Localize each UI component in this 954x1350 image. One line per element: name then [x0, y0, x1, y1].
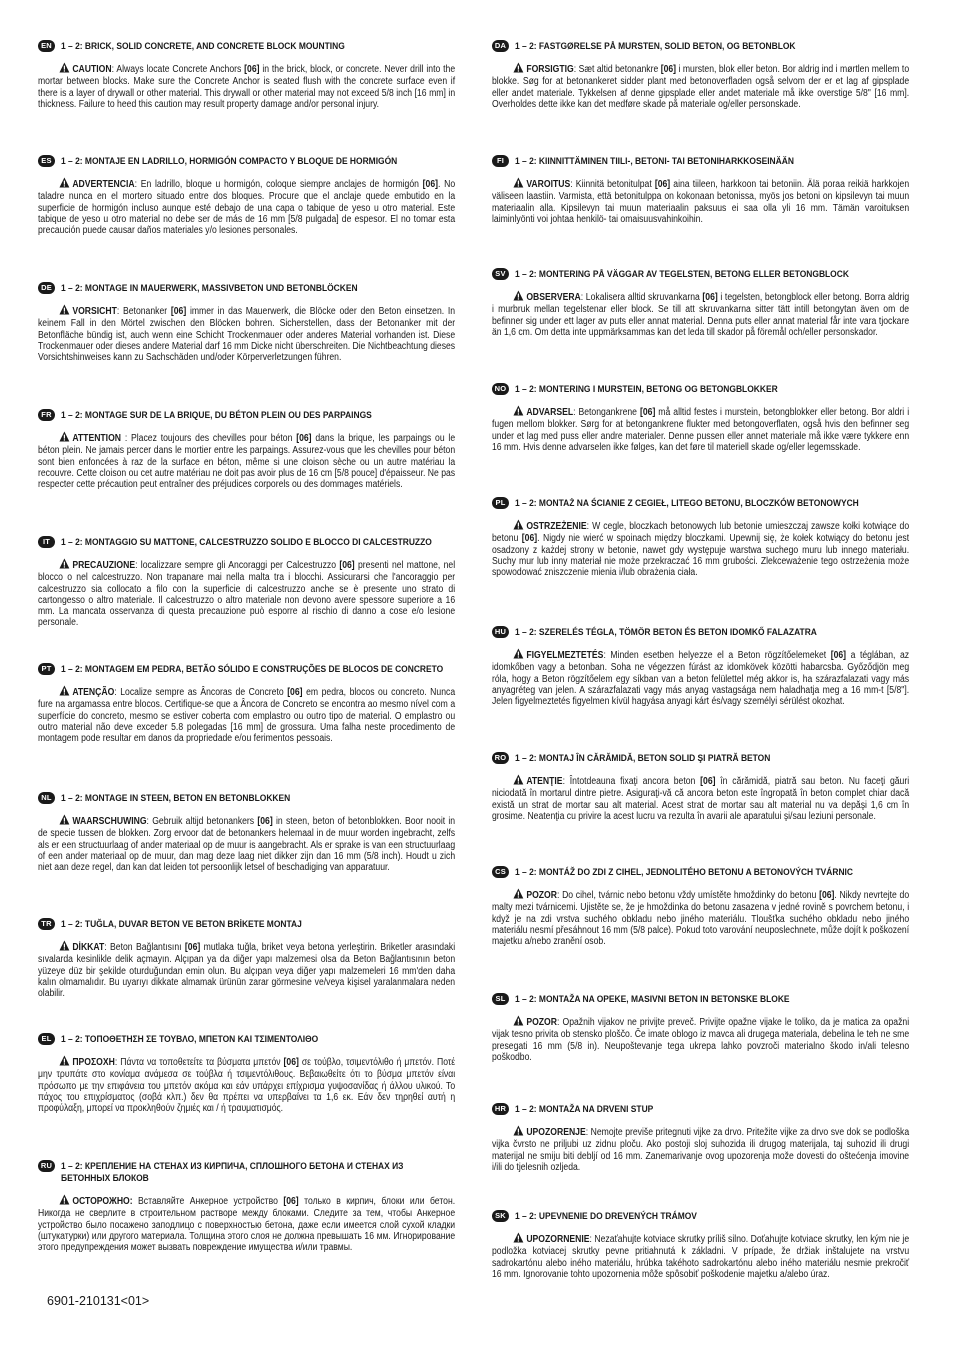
warning-triangle-icon: [513, 405, 524, 419]
section-nl: [38, 792, 455, 873]
language-badge: NO: [492, 383, 509, 395]
warning-text: : localizzare sempre gli Ancoraggi per Calcestruzzo: [135, 560, 340, 571]
language-badge: DA: [492, 40, 509, 52]
warning-text: : Kiinnitä betonitulpat: [570, 179, 655, 190]
language-badge: FR: [38, 409, 55, 421]
section-heading: [492, 40, 909, 52]
warning-triangle-icon: [59, 1055, 70, 1069]
warning-keyword: VAROITUS: [526, 179, 571, 190]
section-title: 1 – 2: ΤΟΠΟΘΕΤΗΣΗ ΣΕ ΤΟΥΒΛΟ, ΜΠΕΤΟΝ ΚΑΙ ΤΣΙΜΕΝΤΟΛΙΘΟ: [61, 1033, 319, 1044]
warning-triangle-icon: [513, 1015, 524, 1029]
warning-text-continued: σε τούβλο, τσιμεντόλιθο ή μπετόν. Ποτέ μην τρυπάτε στο κονίαμα ανάμεσα σε τούβλα ή τσιμεντόλιθους. Βεβαιωθείτε ότι το βύσμα μπετόν είναι πρόσωπο με την επιφάνεια του μπετόν ακόμα και εάν υπάρχει επίχρισμα γυψοσανίδας ή άλλου υλικού. Το πάχος του επιχρίσματος (σοβά κλπ.) δεν θα πρέπει να υπερβαίνει τα 1,6 εκ. Εάν δεν τηρηθεί αυτή η προφύλαξη, μπορεί να προκληθούν ζημιές και / ή τραυματισμός.: [38, 1057, 456, 1115]
section-heading: [38, 536, 455, 548]
part-reference: [06]: [244, 64, 260, 75]
warning-paragraph: [38, 685, 455, 744]
warning-keyword: ATENÇÃO: [72, 687, 115, 698]
warning-keyword: UPOZORNENIE: [526, 1234, 590, 1245]
warning-text: : Do cihel, tvárnic nebo betonu vždy umístěte hmoždinky do betonu: [556, 890, 820, 901]
warning-paragraph: [38, 304, 455, 363]
warning-keyword: CAUTION: [72, 64, 112, 75]
warning-paragraph: [38, 814, 455, 873]
warning-paragraph: [492, 888, 909, 947]
section-title: 1 – 2: MONTAGEM EM PEDRA, BETÃO SÓLIDO E CONSTRUÇÕES DE BLOCOS DE CONCRETO: [61, 663, 444, 674]
section-tr: [38, 918, 455, 999]
warning-text: : Sæt altid betonankre: [573, 64, 661, 75]
section-title: 1 – 2: TUĞLA, DUVAR BETON VE BETON BRİKETE MONTAJ: [61, 918, 302, 929]
warning-keyword: OBSERVERA: [526, 292, 581, 303]
section-heading: [492, 752, 909, 764]
warning-text-continued: . No taladre nunca en el mortero situado entre dos bloques. Procure que el anclaje quede embutido en la superficie de hormigón incluso aunque esté debajo de una capa o tabique de yeso u otro material. Este tabique de yeso u otro material no debe ser de más de 16 mm [5/8 pulgada] de espesor. El no tomar esta precaución puede causar daños materiales y/o lesiones personales.: [38, 179, 456, 237]
section-sv: [492, 268, 909, 338]
part-reference: [06]: [639, 407, 656, 418]
section-title: 1 – 2: MONTERING I MURSTEIN, BETONG OG BETONGBLOKKER: [515, 383, 778, 394]
section-el: [38, 1033, 455, 1114]
section-es: [38, 155, 455, 236]
warning-text: : Beton Bağlantısını: [104, 942, 185, 953]
language-badge: HU: [492, 626, 509, 638]
language-badge: RU: [38, 1160, 55, 1172]
section-it: [38, 536, 455, 629]
part-reference: [06]: [830, 650, 847, 661]
section-da: [492, 40, 909, 110]
warning-text-continued: . Nigdy nie wierć w spoinach między bloczkami. Upewnij się, że kołek kotwiący do betonu jest osadzony z każdej strony w betonie, nawet gdy występuje warstwa suchego muru lub innego materiału. Suchy mur lub inny materiał nie może przekraczać 16 mm grubości. Zlekceważenie tego ostrzeżenia może spowodować zniszczenie mienia i/lub obrażenia ciała.: [492, 533, 910, 579]
section-pl: [492, 497, 909, 578]
warning-keyword: FORSIGTIG: [526, 64, 574, 75]
section-heading: [38, 155, 455, 167]
language-badge: NL: [38, 792, 55, 804]
section-title: 1 – 2: MONTAGE IN MAUERWERK, MASSIVBETON UND BETONBLÖCKEN: [61, 282, 358, 293]
section-heading: [492, 1103, 909, 1115]
language-badge: RO: [492, 752, 509, 764]
warning-paragraph: [492, 177, 909, 225]
section-en: [38, 40, 455, 110]
part-reference: [06]: [184, 942, 201, 953]
warning-text-continued: in steen, beton of betonblokken. Boor nooit in de specie tussen de blokken. Zorg ervoor dat de betonankers helemaal in de muur worden ingebracht, zelfs als er een structuurlaag of ander materiaal op de muur is aangebracht. Als er sprake is van een structuurlaag of een ander materiaal op de muur, dan mag deze laag niet dikker zijn dan 16 mm (5/8 inch). Houdt u zich niet aan deze regel, dan kan dat leiden tot persoonlijk letsel of beschadiging van apparatuur.: [38, 816, 456, 874]
warning-text: : Nezaťahujte kotviace skrutky príliš silno. Doťahujte kotviace skrutky, len kým nie je podložka kotviacej skrutky pevne pritiahnutá k základni. V prípade, že držiak inštalujete na vrstvu sadrokartónu alebo iného materiálu, hrúbka takéhoto sadrokartónu alebo iného materiálu nesmie prekročiť 16 mm. Ignorovanie tohto upozornenia môže spôsobiť poškodenie majetku a/alebo úraz.: [492, 1234, 910, 1280]
warning-keyword: OSTRZEŻENIE: [526, 521, 587, 532]
section-sk: [492, 1210, 909, 1280]
language-badge: SL: [492, 993, 509, 1005]
warning-paragraph: [492, 405, 909, 453]
section-heading: [492, 497, 909, 509]
warning-keyword: ОСТОРОЖНО:: [72, 1196, 133, 1207]
section-title: 1 – 2: КРЕПЛЕНИЕ НА СТЕНАХ ИЗ КИРПИЧА, СПЛОШНОГО БЕТОНА И СТЕНАХ ИЗ БЕТОННЫХ БЛОКОВ: [61, 1160, 404, 1183]
warning-text: : Lokalisera alltid skruvankarna: [580, 292, 703, 303]
warning-triangle-icon: [513, 62, 524, 76]
warning-triangle-icon: [59, 304, 70, 318]
warning-text-continued: immer in das Mauerwerk, die Blöcke oder den Beton einsetzen. In keinem Fall in den Mörtel zwischen den Blöcken bohren. Sicherstellen, dass der Betonanker mit der Betonfläche bündig ist, auch wenn eine Schicht Trockenmauer oder anderes Material vorhanden ist. Diese Trockenmauer oder dieses andere Material darf 16 mm Dicke nicht überschreiten. Die Nichtbeachtung dieses Vorsichtshinweises kann zu Sachschäden und/oder Körperverletzungen führen.: [38, 306, 456, 364]
warning-text-continued: . Nikdy nevrtejte do malty mezi tvárnicemi. Ujistěte se, že je hmoždinka do betonu zasazena v jedné rovině s povrchem betonu, i když je na zdi vrstva suchého obkladu nebo jiného materiálu. Tloušťka suchého obkladu nebo jiného materiálu nesmí přesáhnout 16 mm (5/8 palce). Pokud toto varování neuposlechnete, může dojít k poškození majetku a/nebo zranění osob.: [492, 890, 910, 948]
section-heading: [492, 993, 909, 1005]
section-pt: [38, 663, 455, 744]
section-title: 1 – 2: MONTÁŽ DO ZDI Z CIHEL, JEDNOLITÉHO BETONU A BETONOVÝCH TVÁRNIC: [515, 866, 853, 877]
document-code: 6901-210131<01>: [47, 1294, 150, 1308]
section-title: 1 – 2: MONTAGGIO SU MATTONE, CALCESTRUZZO SOLIDO E BLOCCO DI CALCESTRUZZO: [61, 536, 432, 547]
warning-keyword: POZOR: [526, 890, 557, 901]
warning-text-continued: dans la brique, les parpaings ou le béton plein. Ne jamais percer dans le mortier entre les parpaings. Assurez-vous que les chevilles pour béton sont bien enfoncées à raz de la surface en béton, même si une cloison sèche ou un autre matériau la recouvre. Cette cloison ou cet autre matériau ne doit pas avoir plus de 16 cm [5/8 pouce] d'épaisseur. Ne pas respecter cette précaution peut entraîner des préjudices corporels ou des dommages matériels.: [38, 433, 456, 491]
warning-triangle-icon: [513, 519, 524, 533]
warning-text: : Always locate Concrete Anchors: [111, 64, 245, 75]
warning-paragraph: [492, 1125, 909, 1173]
warning-text-continued: în cărămidă, piatră sau beton. Nu faceţi găuri niciodată în mortarul dintre pietre. Asiguraţi-vă că ancora beton este îngropată în beton complet chiar dacă există un strat de mortar sau alt material. Acest strat de mortar sau alt material nu va depăşi 1,6 cm în grosime. Neatenţia cu privire la acest lucru va rezulta în avarii ale aparatului şi/sau leziuni personale.: [492, 776, 910, 822]
warning-keyword: ΠΡΟΣΟΧΗ: [72, 1057, 115, 1068]
warning-triangle-icon: [513, 1125, 524, 1139]
section-title: 1 – 2: MONTAJ ÎN CĂRĂMIDĂ, BETON SOLID ŞI PIATRĂ BETON: [515, 752, 771, 763]
warning-paragraph: [38, 940, 455, 999]
part-reference: [06]: [296, 433, 312, 444]
part-reference: [06]: [287, 687, 303, 698]
warning-text-continued: må alltid festes i murstein, betongblokker eller betong. Bor aldri i fugen mellom blokker. Sørg for at betongankrene flukter med betongoverflaten, også hvis den befinner seg under et lag med puss eller andre materialer. Denne pussen eller annet materiale må ikke være tykkere enn 16 mm. Hvis denne advarselen ikke følges, kan det føre til materiell skade og/eller legemsskade.: [492, 407, 910, 453]
warning-text: : Localize sempre as Âncoras de Concreto: [114, 687, 288, 698]
warning-triangle-icon: [59, 177, 70, 191]
section-heading: [38, 409, 455, 421]
section-title: 1 – 2: SZERELÉS TÉGLA, TÖMÖR BETON ÉS BETON IDOMKŐ FALAZATRA: [515, 626, 817, 637]
warning-text: : Opažnih vijakov ne privijte preveč. Privijte opažne vijake le toliko, da je matica za opažni vijak tesno privita ob stensko ploščo. Če imate oblogo iz mavca ali drugega materiala, debelina le teh ne sme presegati 16 mm (5/8 in). Neupoštevanje tega ukrepa lahko povzroči materialno škodo in/ali telesno poškodbo.: [492, 1017, 910, 1063]
language-badge: PL: [492, 497, 509, 509]
language-badge: EL: [38, 1033, 55, 1045]
warning-text-continued: mutlaka tuğla, briket veya betona yerleştirin. Briketler arasındaki sıvalarda kesinlikle delik açmayın. Alçıpan ya da diğer yapı malzemesi olsa da Beton Bağlantısının beton yüzeye düz bir şekilde oturduğundan emin olun. Bu alçıpan veya diğer yapı malzemeleri 16 mm'den daha kalın olmamalıdır. Bu uyarıyı dikkate almamak ürünün zarar görmesine ve/veya kişisel yaralanmalara neden olabilir.: [38, 942, 456, 1000]
warning-keyword: VORSICHT: [72, 306, 117, 317]
warning-paragraph: [38, 558, 455, 629]
language-badge: SV: [492, 268, 509, 280]
warning-paragraph: [492, 290, 909, 338]
part-reference: [06]: [700, 776, 716, 787]
section-no: [492, 383, 909, 453]
warning-triangle-icon: [513, 648, 524, 662]
part-reference: [06]: [654, 179, 671, 190]
section-heading: [38, 663, 455, 675]
warning-paragraph: [492, 1232, 909, 1280]
warning-triangle-icon: [59, 431, 70, 445]
section-heading: [492, 155, 909, 167]
section-heading: [38, 1160, 455, 1184]
language-badge: SK: [492, 1210, 509, 1222]
warning-text: : Minden esetben helyezze el a Beton rögzítőelemeket: [603, 650, 831, 661]
part-reference: [06]: [257, 816, 273, 827]
warning-paragraph: [38, 62, 455, 110]
section-title: 1 – 2: MONTAJE EN LADRILLO, HORMIGÓN COMPACTO Y BLOQUE DE HORMIGÓN: [61, 155, 398, 166]
section-heading: [492, 1210, 909, 1222]
warning-keyword: ATTENTION: [72, 433, 122, 444]
section-fi: [492, 155, 909, 225]
section-ro: [492, 752, 909, 822]
section-title: 1 – 2: KIINNITTÄMINEN TIILI-, BETONI- TAI BETONIHARKKOSEINÄÄN: [515, 155, 794, 166]
warning-keyword: ATENŢIE: [526, 776, 563, 787]
language-badge: TR: [38, 918, 55, 930]
warning-paragraph: [492, 1015, 909, 1063]
part-reference: [06]: [521, 533, 538, 545]
section-heading: [492, 866, 909, 878]
section-hr: [492, 1103, 909, 1173]
warning-paragraph: [492, 648, 909, 707]
warning-text: : Πάντα να τοποθετείτε τα βύσματα μπετόν: [114, 1057, 284, 1068]
section-de: [38, 282, 455, 363]
section-title: 1 – 2: UPEVNENIE DO DREVENÝCH TRÁMOV: [515, 1210, 697, 1221]
warning-text: : Betonanker: [116, 306, 171, 317]
warning-keyword: PRECAUZIONE: [72, 560, 136, 571]
section-heading: [38, 40, 455, 52]
warning-keyword: ADVERTENCIA: [72, 179, 135, 190]
warning-text: : En ladrillo, bloque u hormigón, coloque siempre anclajes de hormigón: [134, 179, 423, 190]
section-heading: [38, 918, 455, 930]
warning-text: : Betongankrene: [573, 407, 640, 418]
warning-text: : W cegle, bloczkach betonowych lub betonie umieszczaj zawsze kołki kotwiące do betonu: [492, 521, 910, 545]
warning-keyword: FIGYELMEZTETÉS: [526, 650, 604, 661]
warning-text-continued: i mursten, blok eller beton. Bor aldrig ind i mørtlen mellem to blokke. Søg for at betonankeret sidder plant med betonoverfladen også selvom der er et lag af gipsplade eller andet materiale. Tykkelsen af denne gipsplade eller andet materiale må ikke overstige 5/8" [16 mm]. Overholdes dette ikke kan det medføre skade på materiale og/eller personskade.: [492, 64, 910, 110]
part-reference: [06]: [819, 890, 835, 901]
warning-triangle-icon: [513, 1232, 524, 1246]
section-heading: [492, 626, 909, 638]
part-reference: [06]: [283, 1196, 299, 1207]
section-title: 1 – 2: MONTAŽA NA OPEKE, MASIVNI BETON IN BETONSKE BLOKE: [515, 993, 790, 1004]
warning-text: : Placez toujours des chevilles pour béton: [121, 433, 297, 444]
warning-text-continued: только в кирпич, блоки или бетон. Никогда не сверлите в строительном растворе между блоками. Следите за тем, чтобы Анкерное устройство было посажено заподлицо с поверхностью бетона, даже если имеется слой сухой кладки (штукатурки) или другого материала. Толщина этого слоя не должна превышать 16 мм. Игнорирование этого предупреждения может вызвать повреждение имущества и/или травмы.: [38, 1196, 456, 1254]
warning-triangle-icon: [59, 62, 70, 76]
language-badge: PT: [38, 663, 55, 675]
warning-triangle-icon: [59, 1194, 70, 1208]
warning-paragraph: [38, 1194, 455, 1253]
warning-triangle-icon: [513, 774, 524, 788]
part-reference: [06]: [422, 179, 439, 190]
language-badge: IT: [38, 536, 55, 548]
warning-triangle-icon: [59, 814, 70, 828]
warning-triangle-icon: [513, 888, 524, 902]
warning-keyword: DİKKAT: [72, 942, 105, 953]
section-title: 1 – 2: MONTERING PÅ VÄGGAR AV TEGELSTEN, BETONG ELLER BETONGBLOCK: [515, 268, 849, 279]
part-reference: [06]: [170, 306, 187, 317]
language-badge: CS: [492, 866, 509, 878]
part-reference: [06]: [339, 560, 355, 571]
section-heading: [38, 282, 455, 294]
section-title: 1 – 2: MONTAŻ NA ŚCIANIE Z CEGIEŁ, LITEGO BETONU, BLOCZKÓW BETONOWYCH: [515, 497, 859, 508]
warning-keyword: ADVARSEL: [526, 407, 574, 418]
warning-triangle-icon: [59, 685, 70, 699]
section-heading: [492, 268, 909, 280]
warning-paragraph: [38, 1055, 455, 1114]
section-fr: [38, 409, 455, 490]
section-title: 1 – 2: MONTAŽA NA DRVENI STUP: [515, 1103, 654, 1114]
part-reference: [06]: [283, 1057, 299, 1068]
warning-paragraph: [492, 519, 909, 578]
warning-triangle-icon: [513, 177, 524, 191]
section-ru: [38, 1160, 455, 1253]
section-cs: [492, 866, 909, 947]
warning-keyword: WAARSCHUWING: [72, 816, 147, 827]
warning-text-continued: in the brick, block, or concrete. Never drill into the mortar between blocks. Make sure the Concrete Anchor is seated flush with the concrete surface even if there is a layer of drywall or other material. This drywall or other material may not exceed 5/8 inch [16 mm] in thickness. Failure to heed this caution may result property damage and/or personal injury.: [38, 64, 456, 110]
warning-triangle-icon: [59, 558, 70, 572]
warning-keyword: UPOZORENJE: [526, 1127, 586, 1138]
warning-text-continued: presenti nel mattone, nel blocco o nel calcestruzzo. Non trapanare mai nella malta tra i blocchi. Assicurarsi che l'ancoraggio per calcestruzzo sia collocato a filo con la superficie di calcestruzzo anche se è presente uno strato di cartongesso o altro materiale. Il calcestruzzo o altro materiale non devono avere spessore superiore a 16 mm. La mancata osservanza di questa precauzione può esporre al rischio di danno a cose e/o lesione personale.: [38, 560, 456, 629]
warning-paragraph: [38, 177, 455, 236]
language-badge: ES: [38, 155, 55, 167]
warning-text-continued: em pedra, blocos ou concreto. Nunca fure na argamassa entre blocos. Certifique-se que a Âncora de Concreto se encontra ao mesmo nível com a superfície do concreto, mesmo se estiver coberta com emplastro ou outro tipo de material. O emplastro ou outro material não deve exceder 5.8 polegadas [16 mm] de grossura. Uma falha neste procedimento de montagem pode resultar em danos da propriedade e/ou ferimentos pessoais.: [38, 687, 456, 745]
section-heading: [492, 383, 909, 395]
section-title: 1 – 2: MONTAGE SUR DE LA BRIQUE, DU BÉTON PLEIN OU DES PARPAINGS: [61, 409, 372, 420]
part-reference: [06]: [702, 292, 718, 303]
section-hu: [492, 626, 909, 707]
language-badge: DE: [38, 282, 55, 294]
section-title: 1 – 2: MONTAGE IN STEEN, BETON EN BETONBLOKKEN: [61, 792, 291, 803]
warning-text: : Nemojte previše pritegnuti vijke za drvo. Pritežite vijke za drvo sve dok se podloška vijka čvrsto ne priljubi uz zidnu ploču. Ako postoji sloj suhozida ili drugog materijala, taj suhozid ili drugi materijal ne smiju biti debljí od 16 mm. Zanemarivanje ovog upozorenja može dovesti do oštećenja imovine i/ili do tjelesnih ozljeda.: [492, 1127, 910, 1173]
warning-paragraph: [492, 62, 909, 110]
warning-triangle-icon: [513, 290, 524, 304]
warning-paragraph: [492, 774, 909, 822]
language-badge: FI: [492, 155, 509, 167]
part-reference: [06]: [660, 64, 677, 75]
warning-text-continued: a téglában, az idomkőben vagy a betonban. Soha ne végezzen fúrást az idomkövek közötti habarcsba. Győződjön meg róla, hogy a Beton rögzítőelem egy síkban van a beton felülettel még akkor is, ha szárazfalazati vagy más anyagréteg van jelen. A szárazfalazati vagy más anyag vastagsága nem haladhatja meg a 16 mm-t [5/8"]. Jelen figyelmeztetés figyelmen kívül hagyása anyagi kárt és/vagy személyi sérülést okozhat.: [492, 650, 910, 708]
warning-keyword: POZOR: [526, 1017, 557, 1028]
warning-text: : Gebruik altijd betonankers: [146, 816, 258, 827]
warning-text: Вставляйте Анкерное устройство: [132, 1196, 284, 1207]
language-badge: HR: [492, 1103, 509, 1115]
warning-text-continued: i tegelsten, betongblock eller betong. Borra aldrig i murbruk mellan tegelstenar eller block. Se till att skruvankarna sitter tätt intill betongytan även om de befinner sig under ett lager av puts eller annat material. Denna puts eller annat material får inte vara tjockare än 1,6 cm. Om detta inte uppmärksammas kan det leda till skador på föremål och/eller personskador.: [492, 292, 910, 338]
warning-text: : Întotdeauna fixaţi ancora beton: [562, 776, 701, 787]
section-heading: [38, 792, 455, 804]
language-badge: EN: [38, 40, 55, 52]
warning-triangle-icon: [59, 940, 70, 954]
section-title: 1 – 2: FASTGØRELSE PÅ MURSTEN, SOLID BETON, OG BETONBLOK: [515, 40, 796, 51]
section-heading: [38, 1033, 455, 1045]
section-title: 1 – 2: BRICK, SOLID CONCRETE, AND CONCRETE BLOCK MOUNTING: [61, 40, 345, 51]
warning-text-continued: aina tiileen, harkkoon tai betoniin. Älä poraa reikiä harkkojen väliseen laastiin. Varmista, että betonitulppa on kokonaan betonissa, myös jos betoni on kipsilevyn tai muun materiaalin alla. Kipsilevyn tai muun materiaalin paksuus ei saa olla yli 16 mm. Tämän varoituksen laiminlyönti voi johtaa henkilö- tai omaisuusvahinkoihin.: [492, 179, 910, 225]
section-sl: [492, 993, 909, 1063]
warning-paragraph: [38, 431, 455, 490]
